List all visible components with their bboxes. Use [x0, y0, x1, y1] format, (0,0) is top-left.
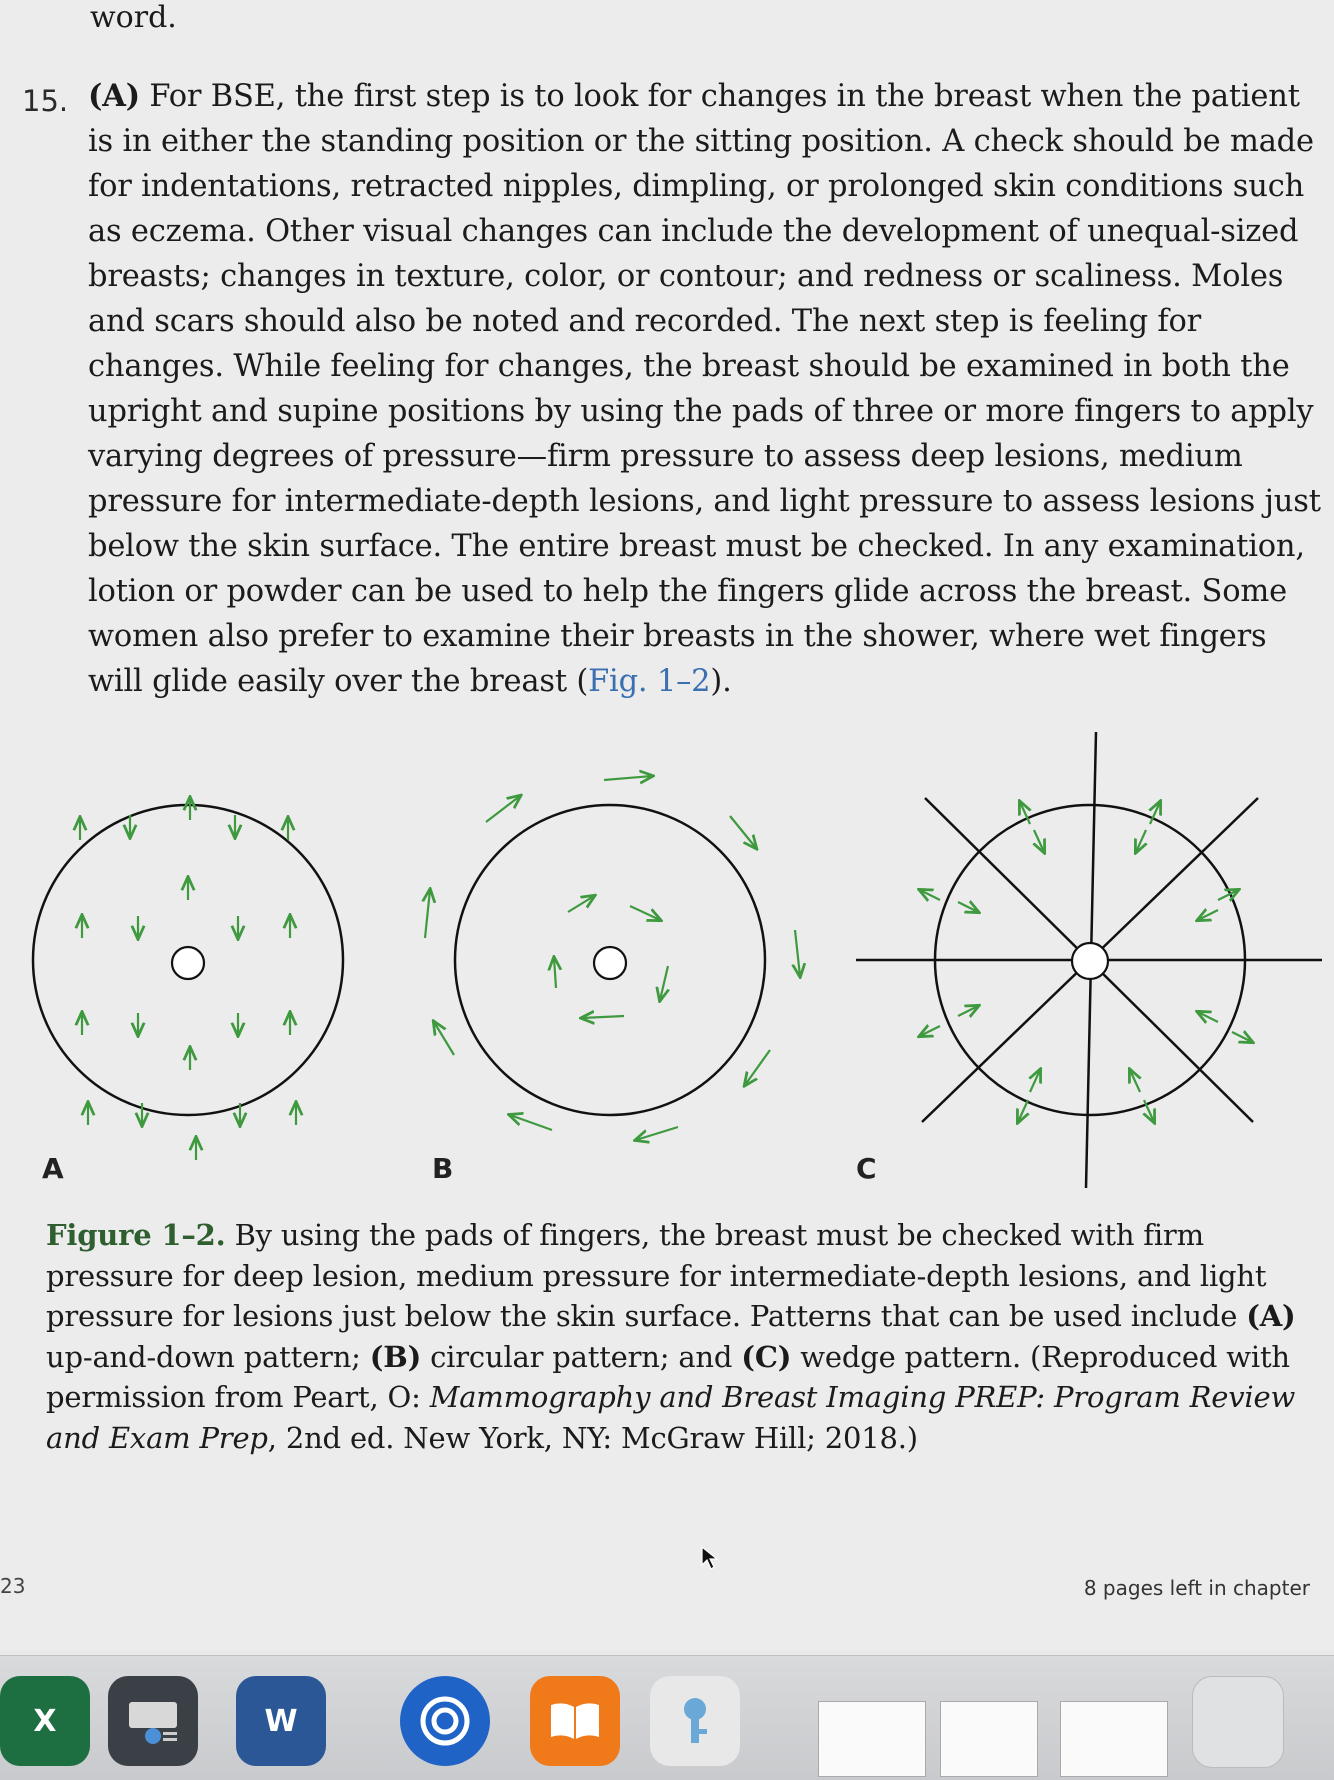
question-number: 15.: [22, 84, 69, 118]
answer-letter: (A): [88, 78, 140, 114]
minimized-window-thumbnail[interactable]: [1060, 1701, 1168, 1777]
caption-label-c: (C): [741, 1339, 792, 1374]
panel-a-diagram: [33, 798, 343, 1160]
word-letter: W: [264, 1703, 298, 1739]
trash-icon[interactable]: [1192, 1676, 1284, 1768]
caption-text: , 2nd ed. New York, NY: McGraw Hill; 2018.): [267, 1420, 918, 1455]
page-edge-number: 23: [0, 1574, 26, 1598]
caption-text: circular pattern; and: [421, 1339, 742, 1374]
books-glyph: [547, 1699, 603, 1743]
webex-icon[interactable]: [400, 1676, 490, 1766]
pages-left-indicator: 8 pages left in chapter: [1083, 1576, 1310, 1600]
keychain-icon[interactable]: [650, 1676, 740, 1766]
word-icon[interactable]: [236, 1676, 326, 1766]
figure-illustration: [0, 720, 1334, 1200]
minimized-window-thumbnail[interactable]: [940, 1701, 1038, 1777]
panel-c-diagram: [856, 732, 1322, 1188]
keychain-glyph: [670, 1693, 720, 1749]
mouse-cursor-icon: [700, 1545, 722, 1571]
caption-book-title: Mammography and Breast Imaging PREP: Program Review and Exam Prep: [46, 1380, 1296, 1455]
caption-label-b: (B): [369, 1339, 422, 1374]
previous-line-text: word.: [90, 0, 177, 35]
answer-paragraph: [88, 74, 1328, 704]
panel-label-b: B: [432, 1152, 454, 1185]
figure-link[interactable]: Fig. 1–2: [588, 664, 711, 699]
excel-letter: X: [33, 1703, 57, 1739]
figure-caption: [46, 1215, 1311, 1458]
caption-text: By using the pads of fingers, the breast must be checked with firm pressure for deep lesion, medium pressure for intermediate-depth lesions, and light pressure for lesions just below the skin surface. Patterns that can be used include: [46, 1218, 1267, 1333]
excel-icon[interactable]: [0, 1676, 90, 1766]
keynote-icon[interactable]: [108, 1676, 198, 1766]
caption-figure-number: Figure 1–2.: [46, 1218, 226, 1252]
panel-label-c: C: [856, 1152, 877, 1185]
panel-b-diagram: [425, 776, 800, 1140]
macos-dock: [0, 1655, 1334, 1780]
books-icon[interactable]: [530, 1676, 620, 1766]
keynote-glyph: [123, 1696, 183, 1746]
caption-text: wedge pattern. (Reproduced with permission from Peart, O:: [46, 1339, 1290, 1414]
caption-text: up-and-down pattern;: [46, 1339, 370, 1374]
webex-glyph: [415, 1691, 475, 1751]
panel-label-a: A: [42, 1152, 64, 1185]
caption-label-a: (A): [1246, 1299, 1296, 1333]
minimized-window-thumbnail[interactable]: [818, 1701, 926, 1777]
paragraph-text: For BSE, the first step is to look for changes in the breast when the patient is in either the standing position or the sitting position. A check should be made for indentations, retracted nipples, dimpling, or prolonged skin conditions such as eczema. Other visual changes can include the development of unequal-sized breasts; changes in texture, color, or contour; and redness or scaliness. Moles and scars should also be noted and recorded. The next step is feeling for changes. While feeling for changes, the breast should be examined in both the upright and supine positions by using the pads of three or more fingers to apply varying degrees of pressure—firm pressure to assess deep lesions, medium pressure for intermediate-depth lesions, and light pressure to assess lesions just below the skin surface. The entire breast must be checked. In any examination, lotion or powder can be used to help the fingers glide across the breast. Some women also prefer to examine their breasts in the shower, where wet fingers will glide easily over the breast (: [88, 79, 1321, 699]
paragraph-end: ).: [710, 664, 732, 699]
